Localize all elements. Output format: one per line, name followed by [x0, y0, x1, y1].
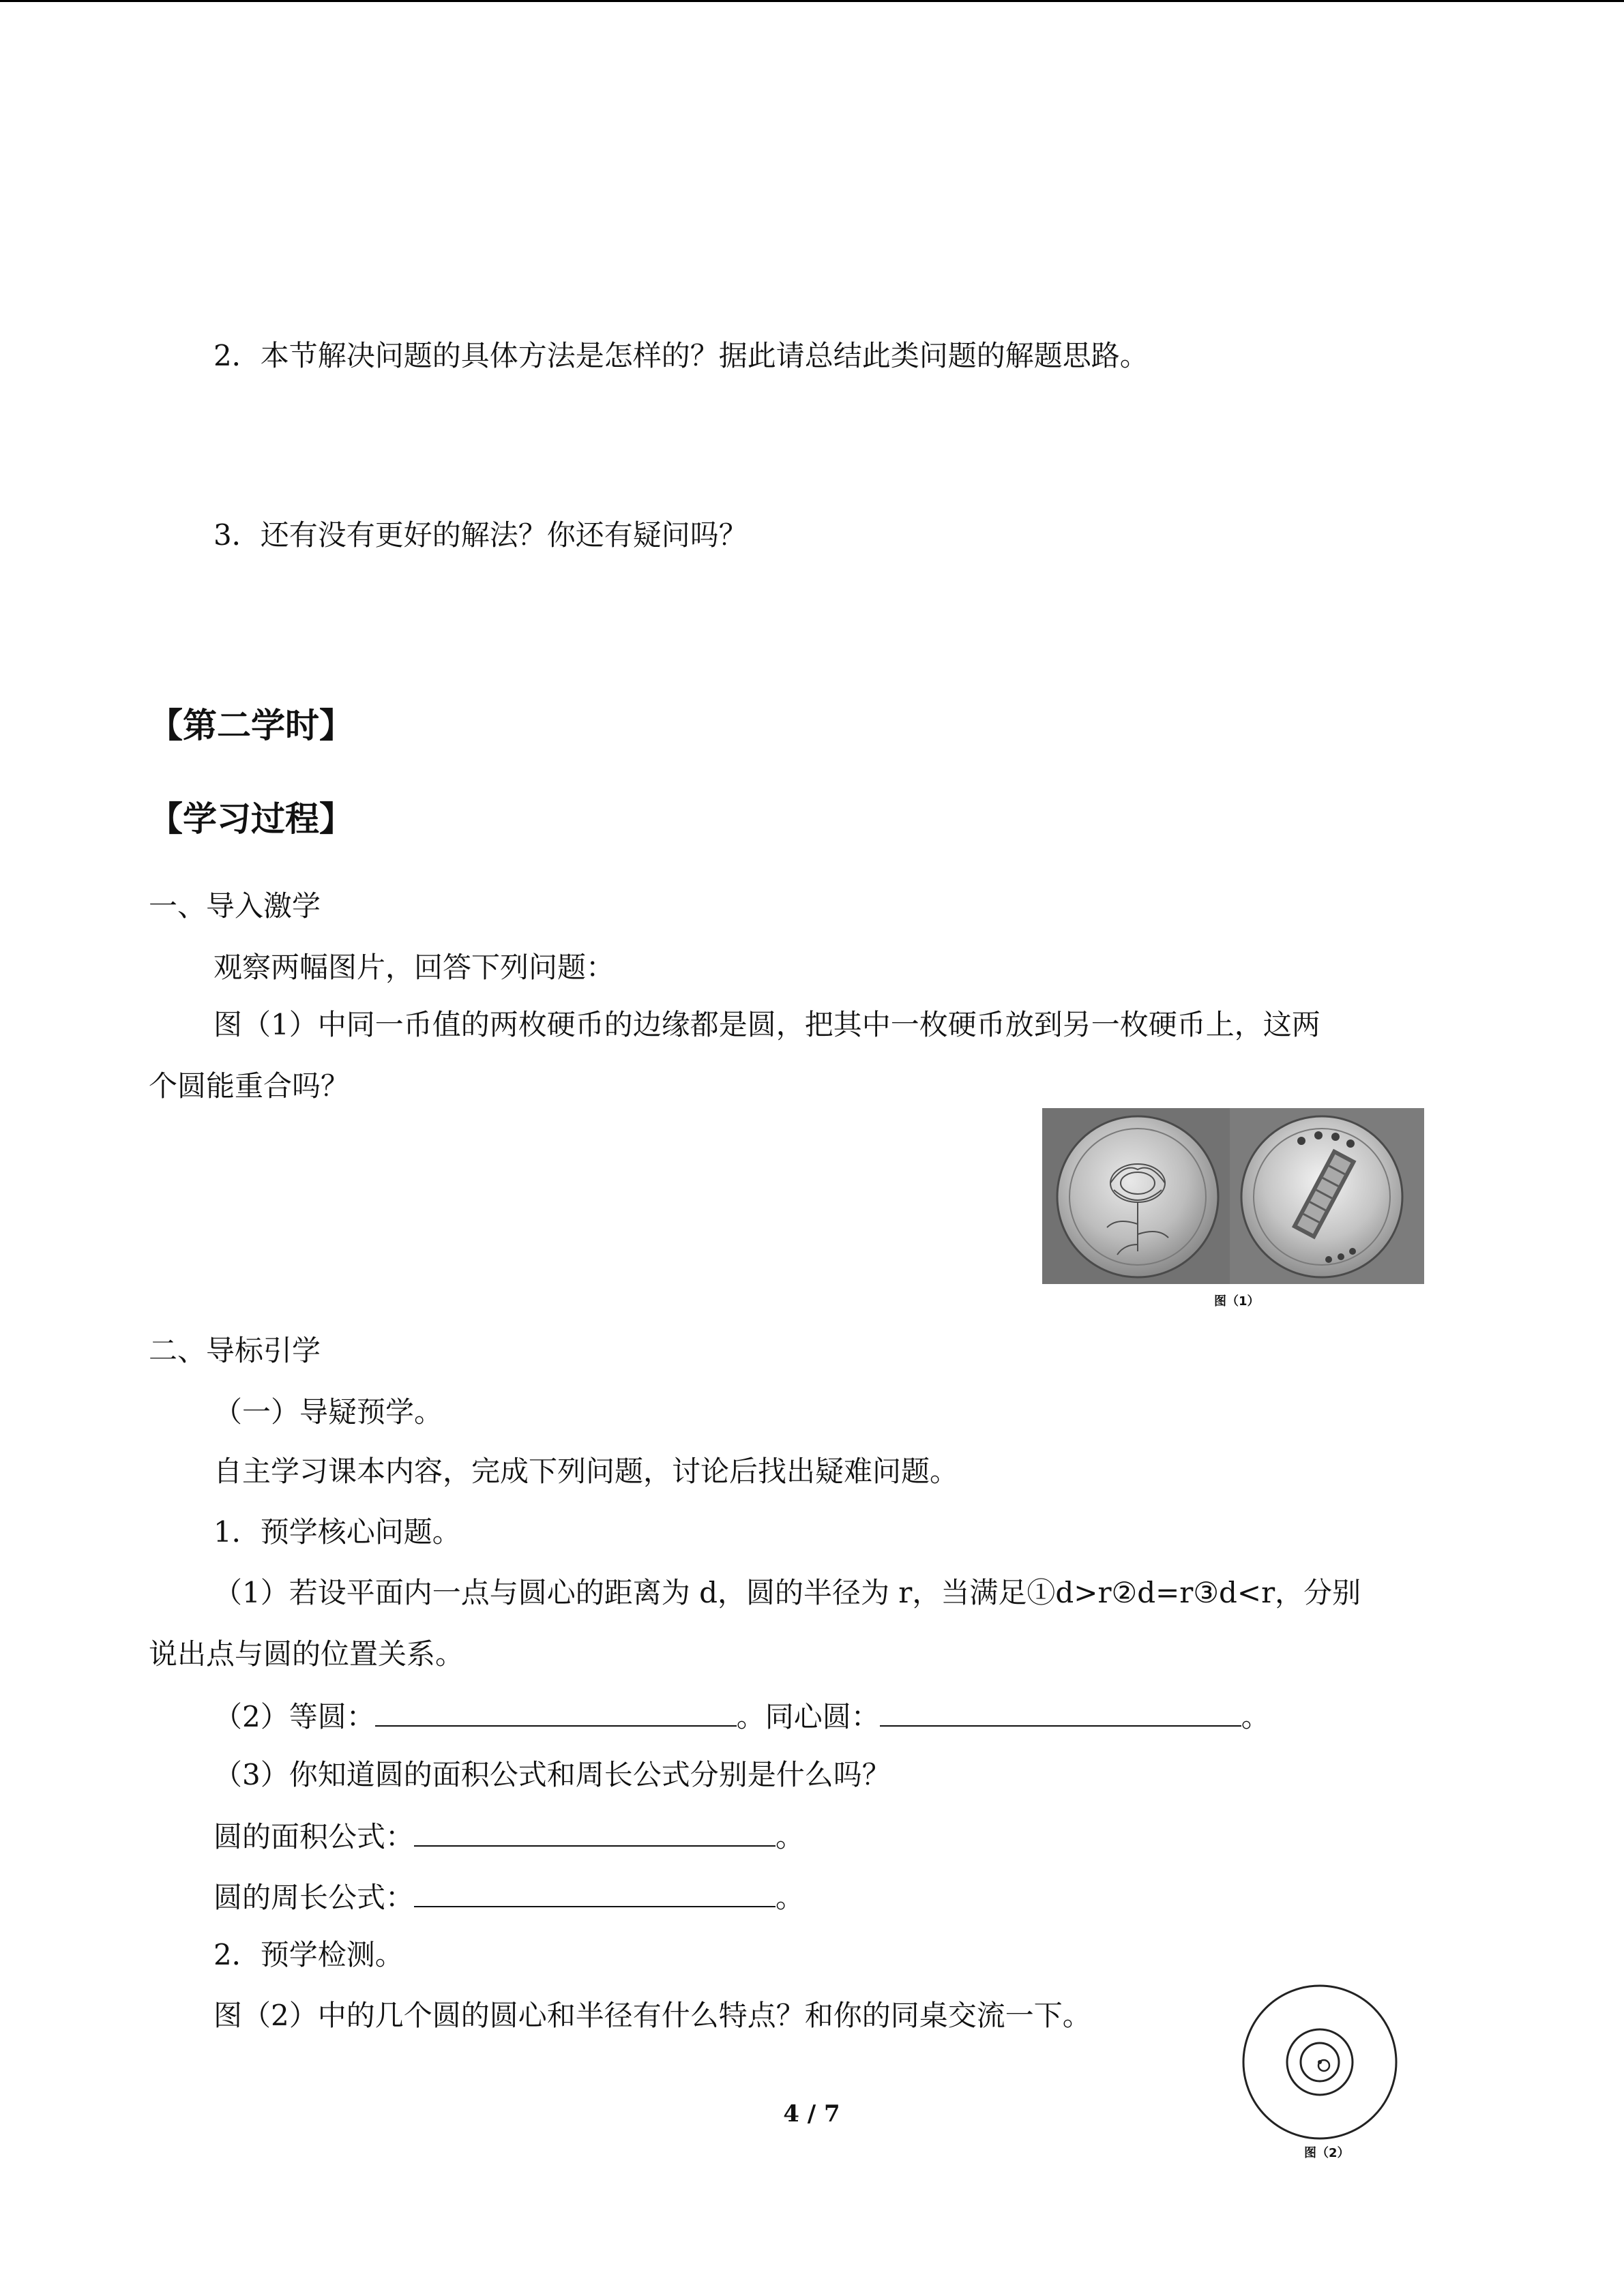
area-formula-blank[interactable] — [414, 1817, 776, 1847]
perimeter-formula-end: 。 — [776, 1881, 805, 1914]
concentric-circle-blank[interactable] — [880, 1697, 1241, 1727]
concentric-circle-label: 。同心圆： — [736, 1700, 880, 1733]
problem3: （3）你知道圆的面积公式和周长公式分别是什么吗？ — [213, 1758, 891, 1791]
section1-intro: 观察两幅图片，回答下列问题： — [213, 951, 615, 984]
perimeter-formula-label: 圆的周长公式： — [213, 1881, 415, 1914]
page-number: 4 / 7 — [783, 2100, 840, 2128]
equal-circle-blank[interactable] — [375, 1697, 737, 1727]
area-formula-label: 圆的面积公式： — [213, 1820, 415, 1853]
perimeter-formula-line — [213, 1877, 804, 1917]
section1-paragraph-line2: 个圆能重合吗？ — [149, 1069, 350, 1103]
concentric-circles-figure — [1238, 1982, 1402, 2146]
section1-title: 一、导入激学 — [149, 889, 321, 923]
area-formula-line — [213, 1817, 804, 1856]
perimeter-formula-blank[interactable] — [414, 1877, 776, 1907]
area-formula-end: 。 — [776, 1820, 805, 1853]
question-2: 2．本节解决问题的具体方法是怎样的？据此请总结此类问题的解题思路。 — [213, 339, 1149, 372]
item2-title: 2．预学检测。 — [213, 1938, 404, 1971]
coin-flower-side — [1057, 1116, 1218, 1277]
figure2-caption: 图（2） — [1304, 2146, 1350, 2160]
section2-instruction: 自主学习课本内容，完成下列问题，讨论后找出疑难问题。 — [213, 1455, 959, 1488]
equal-circle-label: （2）等圆： — [213, 1700, 375, 1733]
figure2-question: 图（2）中的几个圆的圆心和半径有什么特点？和你的同桌交流一下。 — [213, 1999, 1091, 2032]
coins-illustration — [1042, 1108, 1424, 1284]
figure1-caption: 图（1） — [1214, 1294, 1260, 1309]
page-top-border — [0, 0, 1624, 2]
problem2-line — [213, 1697, 1270, 1736]
problem2-end: 。 — [1241, 1700, 1270, 1733]
problem1-line1: （1）若设平面内一点与圆心的距离为 d，圆的半径为 r，当满足①d>r②d=r③d<r，分别 — [213, 1576, 1361, 1609]
section1-paragraph-line1: 图（1）中同一币值的两枚硬币的边缘都是圆，把其中一枚硬币放到另一枚硬币上，这两 — [213, 1008, 1320, 1041]
coin-value-side — [1241, 1116, 1402, 1277]
item1-title: 1．预学核心问题。 — [213, 1515, 461, 1549]
process-heading: 【学习过程】 — [149, 799, 353, 839]
problem1-line2: 说出点与圆的位置关系。 — [149, 1637, 464, 1671]
center-point — [1318, 2060, 1322, 2064]
section2-subheading: （一）导疑预学。 — [213, 1395, 443, 1429]
coins-photo — [1042, 1108, 1424, 1284]
lesson-heading: 【第二学时】 — [149, 706, 353, 745]
section2-title: 二、导标引学 — [149, 1334, 321, 1367]
question-3: 3．还有没有更好的解法？你还有疑问吗？ — [213, 518, 748, 552]
